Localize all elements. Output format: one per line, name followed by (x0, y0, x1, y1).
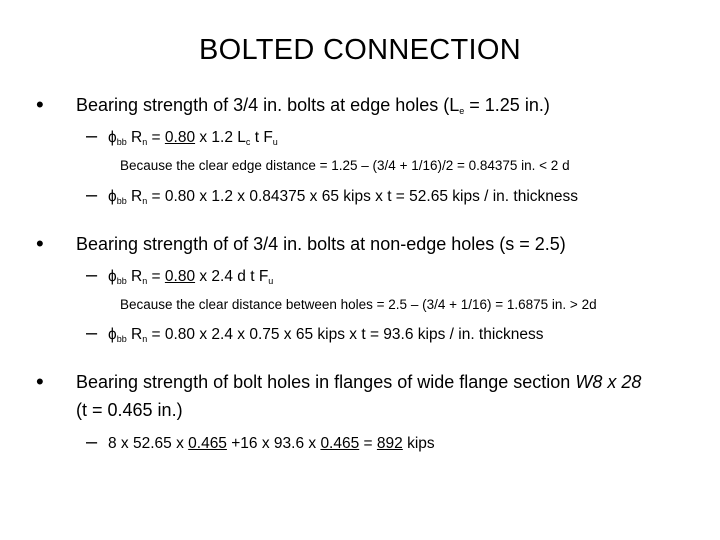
heading-flange-holes: Bearing strength of bolt holes in flanges of wide flange section W8 x 28 (76, 372, 642, 392)
heading-non-edge-holes: Bearing strength of of 3/4 in. bolts at non-edge holes (s = 2.5) (76, 234, 566, 254)
note-hole-distance: Because the clear distance between holes = 2.5 – (3/4 + 1/16) = 1.6875 in. > 2d (120, 297, 597, 312)
dash-2a: – (86, 264, 98, 286)
bullet-2: • (36, 231, 44, 256)
bullet-3: • (36, 369, 44, 394)
equation-edge-formula: $\phi_{bb}$ $R_n = 0.80$ x 1.2 $L_c$ t $F_u$ (108, 129, 278, 147)
equation-non-edge-result: $\phi_{bb}$ $R_n = 0.80$ x 2.4 x 0.75 x 65 kips x t = 93.6 kips / in. thickness (108, 326, 544, 344)
note-edge-distance: Because the clear edge distance = 1.25 – (3/4 + 1/16)/2 = 0.84375 in. < 2 d (120, 158, 570, 173)
dash-3: – (86, 431, 98, 453)
heading-flange-thickness: (t = 0.465 in.) (76, 400, 183, 420)
section-designation: W8 x 28 (575, 372, 642, 392)
equation-edge-result: $\phi_{bb}$ $R_n = 0.80$ x 1.2 x 0.84375 x 65 kips x t = 52.65 kips / in. thickness (108, 188, 579, 206)
dash-1b: – (86, 184, 98, 206)
dash-1a: – (86, 125, 98, 147)
bullet-1: • (36, 92, 44, 117)
dash-2b: – (86, 322, 98, 344)
slide-title: BOLTED CONNECTION (199, 34, 521, 66)
equation-total-capacity: 8 x 52.65 x 0.465 +16 x 93.6 x 0.465 = 892 kips (108, 435, 435, 452)
equation-non-edge-formula: $\phi_{bb}$ $R_n = 0.80$ x 2.4 d t $F_u$ (108, 268, 274, 286)
heading-edge-holes: Bearing strength of 3/4 in. bolts at edge holes ($L_e = 1.25$ in.) (76, 95, 550, 116)
